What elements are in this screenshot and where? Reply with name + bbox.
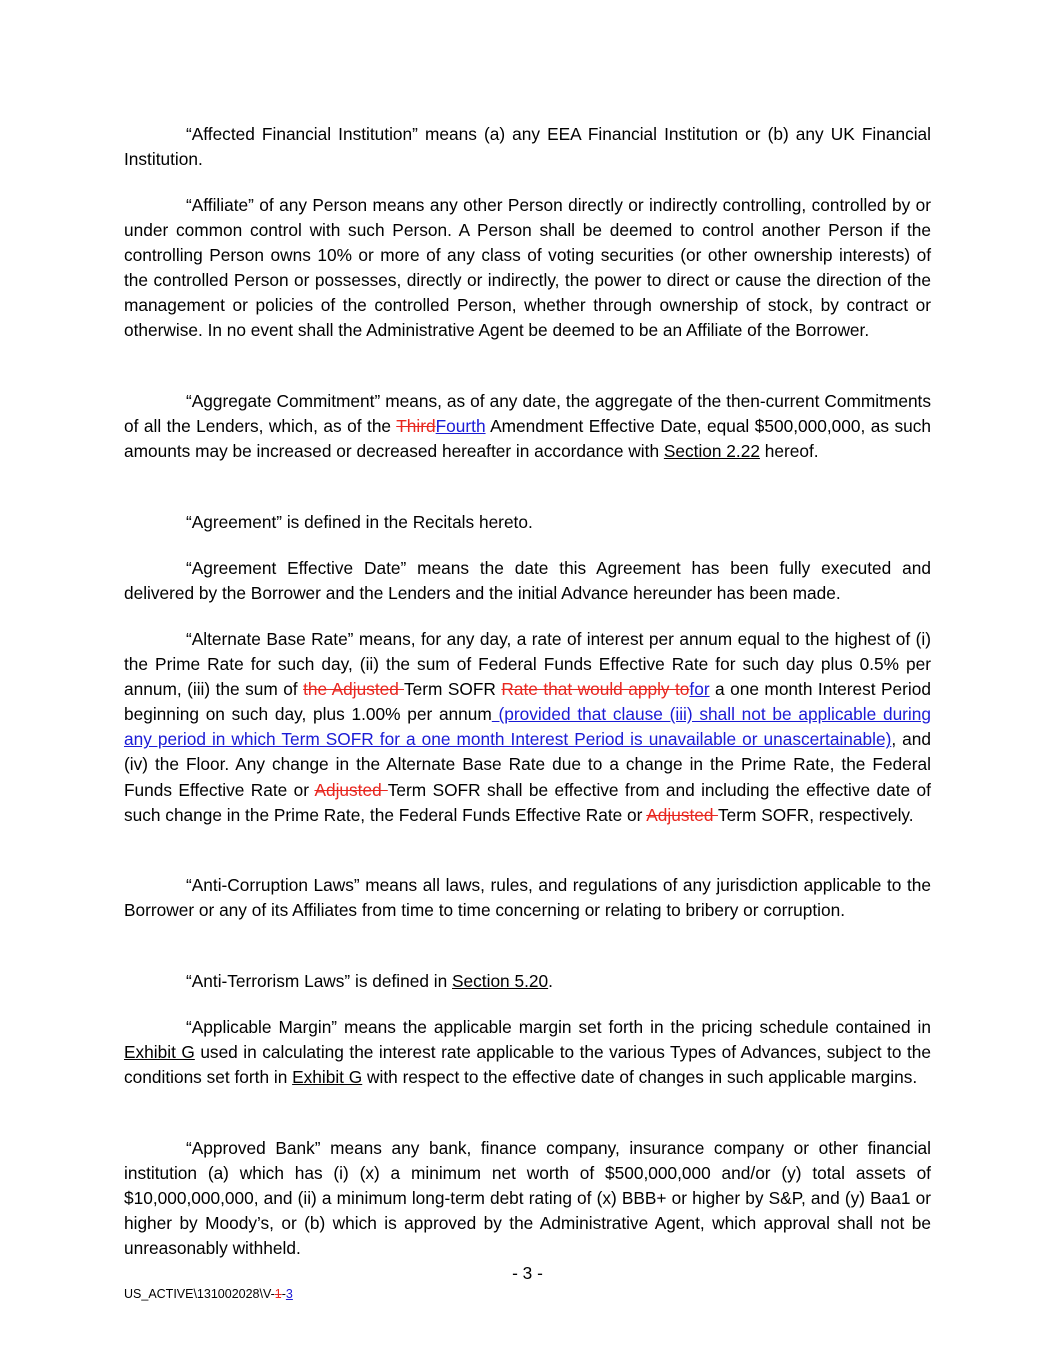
definition-applicable-margin [124, 1015, 931, 1090]
deleted-text: Third [396, 416, 436, 437]
definition-text: “Affiliate” of any Person means any other Person directly or indirectly controlling, controlled by or under common control with such Person. A Person shall be deemed to control another Person if the controlling Person owns 10% or more of any class of voting securities (or other ownership interests) of the controlled Person or possesses, directly or indirectly, the power to direct or cause the direction of the management or policies of the controlled Person, whether through ownership of stock, by contract or otherwise. In no event shall the Administrative Agent be deemed to be an Affiliate of the Borrower. [124, 195, 931, 341]
definition-text: Term SOFR shall be effective from and including the effective date of such change in the Prime Rate, the Federal Funds Effective Rate or [124, 779, 931, 825]
definition-text: Term SOFR, respectively. [718, 804, 914, 825]
definition-text: hereof. [759, 441, 819, 462]
definition-text: Amendment Effective Date, equal $500,000,000, as such amounts may be increased or decreased hereafter in accordance with [124, 416, 931, 462]
definition-text: “Agreement” is defined in the Recitals hereto. [186, 512, 533, 532]
definition-text: “Affected Financial Institution” means (a) any EEA Financial Institution or (b) any UK Financial Institution. [124, 124, 931, 170]
exhibit-reference: Exhibit G [124, 1042, 195, 1063]
definition-text: “Aggregate Commitment” means, as of any date, the aggregate of the then-current Commitments of all the Lenders, which, as of the [124, 391, 931, 437]
footer-separator: - [281, 1287, 286, 1301]
definition-affiliate [124, 193, 931, 344]
definition-anti-terrorism-laws [124, 969, 931, 994]
definition-text: “Anti-Terrorism Laws” is defined in [186, 971, 453, 991]
definition-text: . [548, 971, 553, 991]
deleted-text: Adjusted [646, 804, 718, 825]
definition-approved-bank [124, 1136, 931, 1261]
deleted-text: Rate that would apply to [501, 679, 690, 700]
footer-inserted-version: 3 [285, 1287, 293, 1301]
inserted-text: for [689, 679, 710, 700]
deleted-text: the Adjusted [303, 679, 405, 700]
definition-text: used in calculating the interest rate applicable to the various Types of Advances, subject to the conditions set forth in [124, 1042, 931, 1088]
definition-text: a one month Interest Period beginning on such day, plus 1.00% per annum [124, 679, 931, 725]
definition-affected-financial-institution [124, 122, 931, 172]
inserted-text: (provided that clause (iii) shall not be applicable during any period in which Term SOFR for a one month Interest Period is unavailable or unascertainable) [124, 704, 931, 750]
definition-agreement-effective-date [124, 556, 931, 606]
definition-alternate-base-rate [124, 627, 931, 828]
definition-anti-corruption-laws [124, 873, 931, 923]
footer-doc-id: US_ACTIVE\131002028\V- [124, 1287, 275, 1301]
definition-text: “Agreement Effective Date” means the date this Agreement has been fully executed and delivered by the Borrower and the Lenders and the initial Advance hereunder has been made. [124, 558, 931, 604]
definition-text: “Approved Bank” means any bank, finance company, insurance company or other financial institution (a) which has (i) (x) a minimum net worth of $500,000,000 and/or (y) total assets of $10,000,000,000, and (ii) a minimum long-term debt rating of (x) BBB+ or higher by S&P, and (y) Baa1 or higher by Moody’s, or (b) which is approved by the Administrative Agent, which approval shall not be unreasonably withheld. [124, 1138, 931, 1259]
footer-deleted-version: 1 [274, 1287, 282, 1301]
definition-text: “Anti-Corruption Laws” means all laws, rules, and regulations of any jurisdiction applicable to the Borrower or any of its Affiliates from time to time concerning or relating to bribery or corruption. [124, 875, 931, 921]
exhibit-reference: Exhibit G [292, 1067, 363, 1088]
section-reference: Section 2.22 [663, 441, 760, 462]
definition-agreement [124, 510, 931, 535]
definition-text: Term SOFR [404, 679, 502, 700]
definition-text: , and (iv) the Floor. Any change in the Alternate Base Rate due to a change in the Prime Rate, the Federal Funds Effective Rate or [124, 729, 931, 800]
definition-text: “Alternate Base Rate” means, for any day, a rate of interest per annum equal to the highest of (i) the Prime Rate for such day, (ii) the sum of Federal Funds Effective Rate for such day plus 0.5% per annum, (iii) the sum of [124, 629, 931, 700]
page-number: - 3 - [512, 1263, 543, 1283]
section-reference: Section 5.20 [452, 971, 549, 991]
deleted-text: Adjusted [314, 779, 388, 800]
definition-text: with respect to the effective date of changes in such applicable margins. [362, 1067, 918, 1088]
definition-aggregate-commitment [124, 389, 931, 464]
inserted-text: Fourth [435, 416, 486, 437]
document-footer-id [124, 1286, 293, 1302]
definition-text: “Applicable Margin” means the applicable margin set forth in the pricing schedule contained in [186, 1017, 931, 1037]
